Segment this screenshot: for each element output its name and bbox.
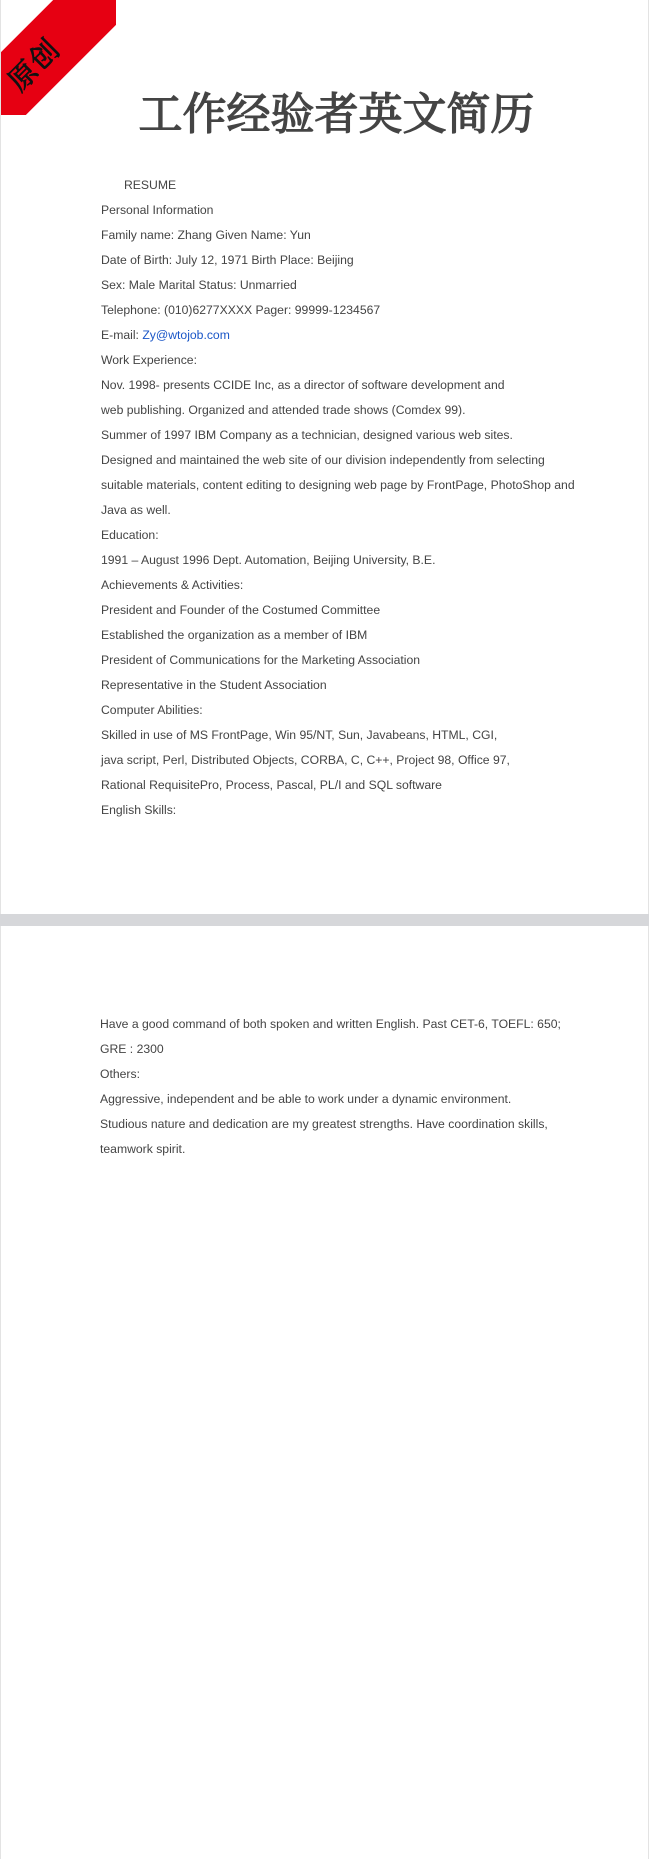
sex-marital-line: Sex: Male Marital Status: Unmarried <box>101 278 297 292</box>
name-line: Family name: Zhang Given Name: Yun <box>101 228 311 242</box>
english-skill-line: GRE : 2300 <box>100 1042 164 1056</box>
computer-abilities-heading: Computer Abilities: <box>101 703 203 717</box>
english-skills-heading: English Skills: <box>101 803 177 817</box>
others-line: teamwork spirit. <box>100 1142 186 1156</box>
others-heading: Others: <box>100 1067 140 1081</box>
document-page-1 <box>0 0 649 914</box>
achievement-item: Established the organization as a member of IBM <box>101 628 368 642</box>
education-heading: Education: <box>101 528 159 542</box>
birth-line: Date of Birth: July 12, 1971 Birth Place: Beijing <box>101 253 354 267</box>
achievements-heading: Achievements & Activities: <box>101 578 244 592</box>
computer-skill-line: Rational RequisitePro, Process, Pascal, PL/I and SQL software <box>101 778 442 792</box>
achievement-item: President of Communications for the Marketing Association <box>101 653 421 667</box>
english-skill-line: Have a good command of both spoken and written English. Past CET-6, TOEFL: 650; <box>100 1017 561 1031</box>
resume-heading: RESUME <box>124 178 177 192</box>
education-entry: 1991 – August 1996 Dept. Automation, Beijing University, B.E. <box>101 553 436 567</box>
others-line: Studious nature and dedication are my greatest strengths. Have coordination skills, <box>100 1117 548 1131</box>
work-entry-line: web publishing. Organized and attended trade shows (Comdex 99). <box>101 403 466 417</box>
computer-skill-line: Skilled in use of MS FrontPage, Win 95/NT, Sun, Javabeans, HTML, CGI, <box>101 728 498 742</box>
email-line <box>101 323 571 348</box>
work-entry-line: suitable materials, content editing to designing web page by FrontPage, PhotoShop and <box>101 478 575 492</box>
others-line: Aggressive, independent and be able to work under a dynamic environment. <box>100 1092 512 1106</box>
work-entry-line: Java as well. <box>101 503 171 517</box>
work-entry-line: Nov. 1998- presents CCIDE Inc, as a director of software development and <box>101 378 505 392</box>
computer-skill-line: java script, Perl, Distributed Objects, CORBA, C, C++, Project 98, Office 97, <box>101 753 510 767</box>
work-entry-line: Designed and maintained the web site of our division independently from selecting <box>101 453 545 467</box>
achievement-item: Representative in the Student Association <box>101 678 327 692</box>
page-2-body <box>100 1012 570 1162</box>
work-experience-heading: Work Experience: <box>101 353 197 367</box>
page-separator <box>0 914 649 926</box>
document-title: 工作经验者英文简历 <box>138 89 535 140</box>
email-link[interactable]: Zy@wtojob.com <box>142 328 230 342</box>
page-1-body <box>101 173 575 823</box>
corner-badge-label: 原创 <box>1 31 68 98</box>
email-label: E-mail: <box>101 328 143 342</box>
work-entry-line: Summer of 1997 IBM Company as a technician, designed various web sites. <box>101 428 513 442</box>
telephone-line: Telephone: (010)6277XXXX Pager: 99999-1234567 <box>101 303 381 317</box>
personal-information-heading: Personal Information <box>101 203 214 217</box>
achievement-item: President and Founder of the Costumed Committee <box>101 603 381 617</box>
